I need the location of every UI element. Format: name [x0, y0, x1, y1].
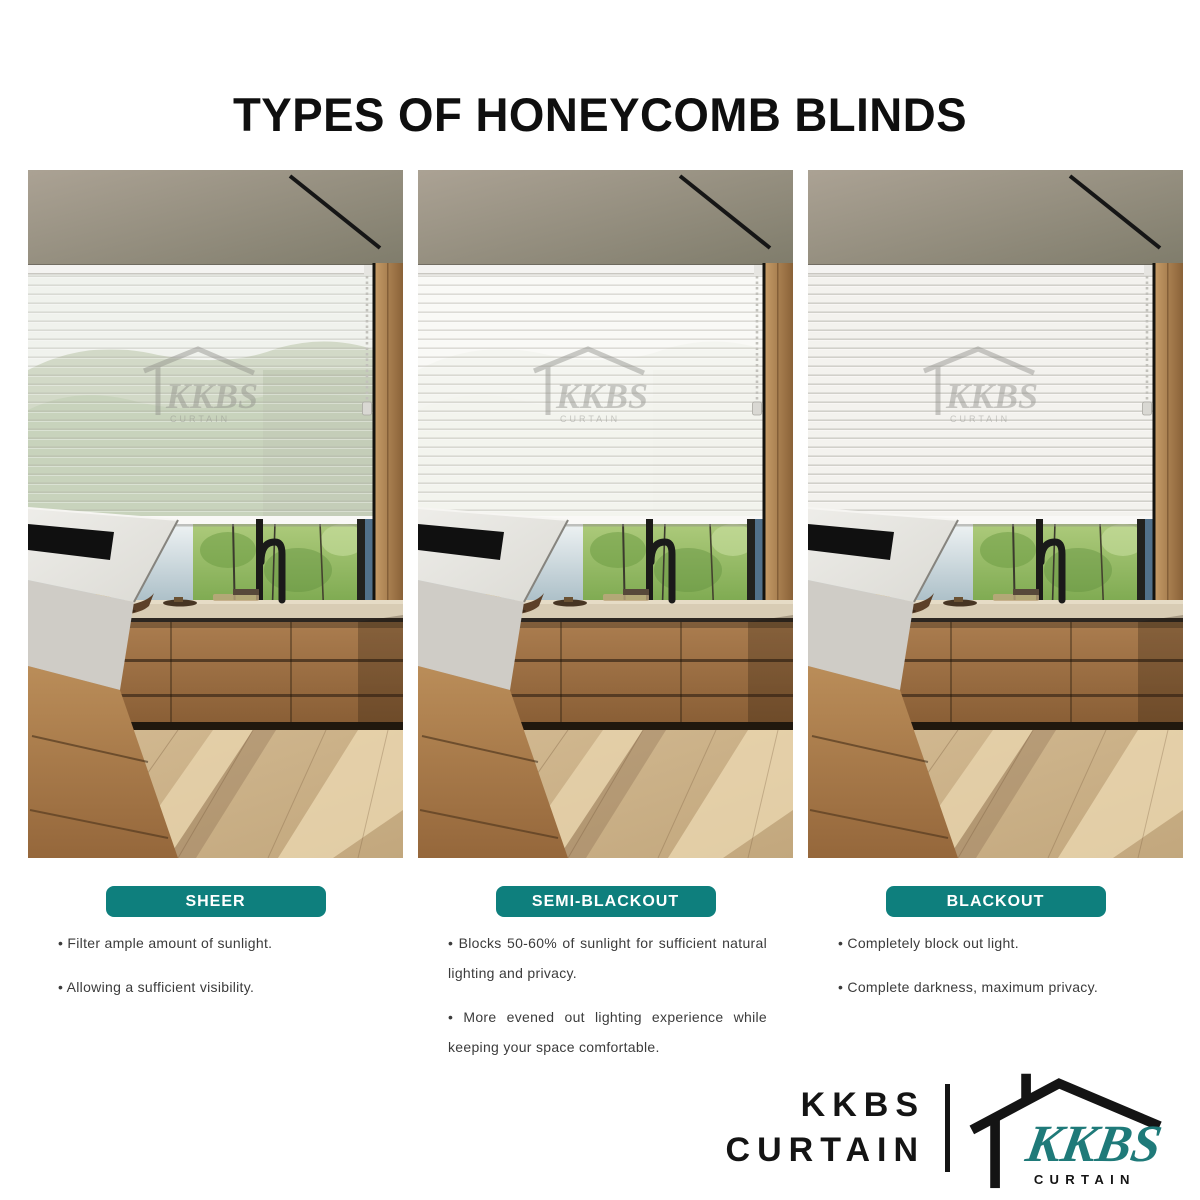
desc-blackout: [808, 928, 1183, 1076]
page-title: TYPES OF HONEYCOMB BLINDS: [232, 88, 968, 142]
honeycomb-blind: [808, 265, 1153, 527]
photo-panels-row: [28, 170, 1183, 858]
brand-wordmark-line2: CURTAIN: [725, 1131, 925, 1169]
honeycomb-blind: [28, 265, 373, 527]
type-button-blackout[interactable]: BLACKOUT: [886, 886, 1106, 917]
brand-logo: [966, 1062, 1184, 1194]
brand-logo-script: KKBS: [1022, 1115, 1166, 1173]
bullet-text: • Filter ample amount of sunlight.: [58, 928, 377, 958]
descriptions-row: [28, 928, 1183, 1076]
type-buttons-row: [28, 886, 1183, 917]
blind-valance: [418, 265, 763, 274]
bullet-text: • Blocks 50-60% of sunlight for sufficient natural lighting and privacy.: [448, 928, 767, 988]
bullet-text: • Complete darkness, maximum privacy.: [838, 972, 1157, 1002]
panel-photo-blackout: [808, 170, 1183, 858]
kitchen-photo-sheer: [28, 170, 403, 858]
panel-photo-sheer: [28, 170, 403, 858]
type-button-sheer[interactable]: SHEER: [106, 886, 326, 917]
kitchen-photo-blackout: [808, 170, 1183, 858]
brand-wordmark-line1: KKBS: [800, 1086, 925, 1124]
footer-brand: [726, 1062, 1184, 1194]
desc-sheer: [28, 928, 403, 1076]
brand-divider: [945, 1084, 950, 1172]
svg-text:KKBS: KKBS: [946, 376, 1039, 416]
bullet-text: • Completely block out light.: [838, 928, 1157, 958]
svg-text:CURTAIN: CURTAIN: [170, 414, 231, 424]
type-button-semi-blackout[interactable]: SEMI-BLACKOUT: [496, 886, 716, 917]
svg-text:KKBS: KKBS: [166, 376, 259, 416]
blind-valance: [808, 265, 1153, 274]
ceiling: [28, 170, 403, 267]
wood-wall: [1155, 263, 1183, 633]
bullet-text: • Allowing a sufficient visibility.: [58, 972, 377, 1002]
blind-valance: [28, 265, 373, 274]
honeycomb-blind: [418, 265, 763, 527]
bullet-text: • More evened out lighting experience while keeping your space comfortable.: [448, 1002, 767, 1062]
kitchen-photo-semi-blackout: [418, 170, 793, 858]
svg-text:CURTAIN: CURTAIN: [950, 414, 1011, 424]
wood-wall: [375, 263, 403, 633]
brand-logo-sub: CURTAIN: [1033, 1172, 1136, 1188]
svg-text:KKBS: KKBS: [556, 376, 649, 416]
ceiling: [418, 170, 793, 267]
svg-text:CURTAIN: CURTAIN: [560, 414, 621, 424]
desc-semi-blackout: [418, 928, 793, 1076]
panel-photo-semi-blackout: [418, 170, 793, 858]
brand-wordmark: [726, 1083, 925, 1173]
wood-wall: [765, 263, 793, 633]
ceiling: [808, 170, 1183, 267]
